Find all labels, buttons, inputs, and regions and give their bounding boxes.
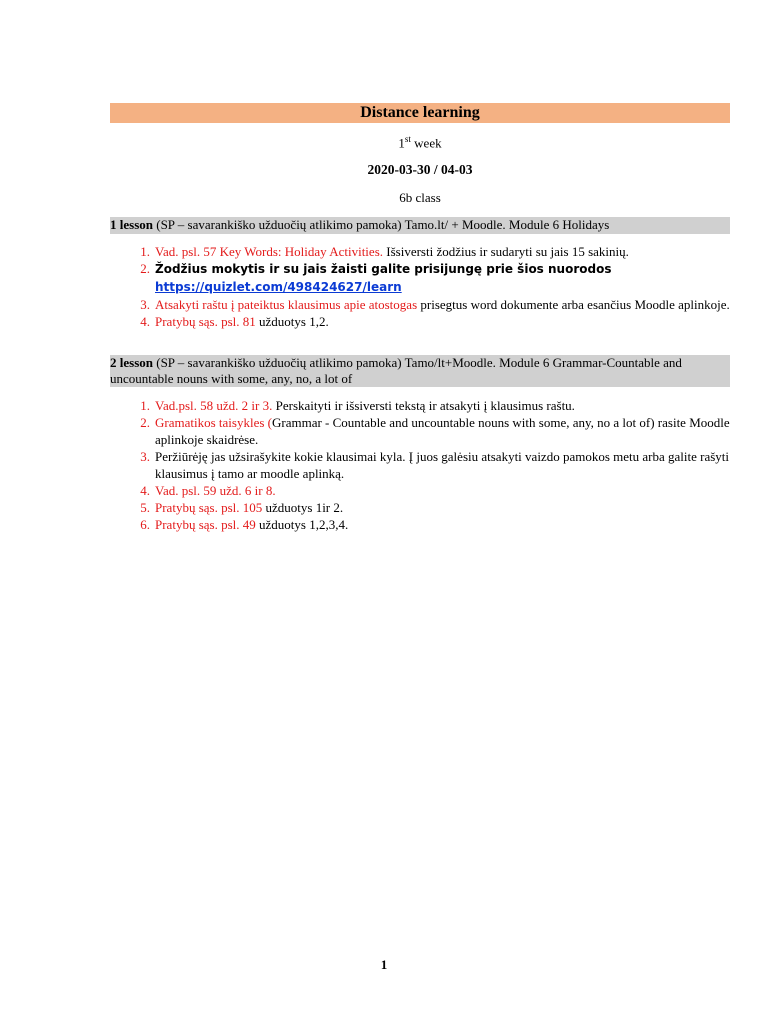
lesson-2-description: (SP – savarankiško užduočių atlikimo pamoka) Tamo/lt+Moodle. Module 6 Grammar-Countable and uncountable nouns with some, any, no, a lot of	[110, 355, 682, 386]
item-highlight: Pratybų sąs. psl. 105	[155, 500, 263, 515]
week-suffix: st	[404, 134, 411, 144]
item-number: 5.	[140, 500, 150, 515]
item-number: 2.	[140, 261, 150, 276]
item-text: Grammar - Countable and uncountable nouns with some, any, no a lot of) rasite Moodle aplinkoje skaidrėse.	[155, 415, 730, 447]
item-number: 4.	[140, 314, 150, 329]
item-bold-text: Žodžius mokytis ir su jais žaisti galite prisijungę prie šios nuorodos	[155, 262, 612, 276]
item-number: 6.	[140, 517, 150, 532]
item-highlight: Pratybų sąs. psl. 49	[155, 517, 256, 532]
lesson-1-task-list	[110, 243, 730, 330]
lesson-1-header	[110, 217, 730, 234]
list-item	[110, 448, 730, 482]
item-text: prisegtus word dokumente arba esančius Moodle aplinkoje.	[417, 297, 730, 312]
class-label: 6b class	[399, 190, 441, 205]
item-highlight: Vad. psl. 57 Key Words: Holiday Activities.	[155, 244, 384, 259]
item-text: užduotys 1,2,3,4.	[255, 517, 349, 532]
lesson-2-task-list	[110, 397, 730, 533]
item-text: Perskaityti ir išsiversti tekstą ir atsakyti į klausimus raštu.	[272, 398, 575, 413]
item-highlight: Vad.psl. 58 užd. 2 ir 3.	[155, 398, 273, 413]
quizlet-link[interactable]: https://quizlet.com/498424627/learn	[155, 280, 402, 294]
item-number: 3.	[140, 449, 150, 464]
list-item	[110, 313, 730, 330]
item-number: 4.	[140, 483, 150, 498]
item-text: Peržiūrėję jas užsirašykite kokie klausimai kyla. Į juos galėsiu atsakyti vaizdo pamokos metu arba galite rašyti klausimus į tamo ar moodle aplinką.	[155, 449, 730, 481]
item-highlight: Atsakyti raštu į pateiktus klausimus apie atostogas	[155, 297, 418, 312]
item-text: užduotys 1ir 2.	[262, 500, 344, 515]
list-item	[110, 516, 730, 533]
item-highlight: Vad. psl. 59 užd. 6 ir 8.	[155, 483, 276, 498]
list-item	[110, 243, 730, 260]
item-number: 3.	[140, 297, 150, 312]
item-number: 1.	[140, 244, 150, 259]
item-text: užduotys 1,2.	[255, 314, 329, 329]
lesson-1-description: (SP – savarankiško užduočių atlikimo pamoka) Tamo.lt/ + Moodle. Module 6 Holidays	[152, 217, 610, 232]
item-number: 2.	[140, 415, 150, 430]
week-number: 1	[398, 135, 405, 151]
list-item	[110, 499, 730, 516]
week-label	[110, 134, 730, 151]
page-title: Distance learning	[110, 103, 730, 123]
item-number: 1.	[140, 398, 150, 413]
page-number: 1	[380, 957, 388, 972]
list-item	[110, 482, 730, 499]
list-item	[110, 260, 730, 296]
lesson-2-label: 2 lesson	[110, 355, 153, 370]
lesson-1-label: 1 lesson	[110, 217, 153, 232]
list-item	[110, 414, 730, 448]
list-item	[110, 296, 730, 313]
item-highlight: Gramatikos taisykles (	[155, 415, 272, 430]
date-range: 2020-03-30 / 04-03	[367, 162, 473, 177]
item-highlight: Pratybų sąs. psl. 81	[155, 314, 256, 329]
item-text: Išsiversti žodžius ir sudaryti su jais 15 sakinių.	[383, 244, 629, 259]
lesson-2-header	[110, 355, 730, 387]
list-item	[110, 397, 730, 414]
week-word: week	[410, 135, 442, 151]
